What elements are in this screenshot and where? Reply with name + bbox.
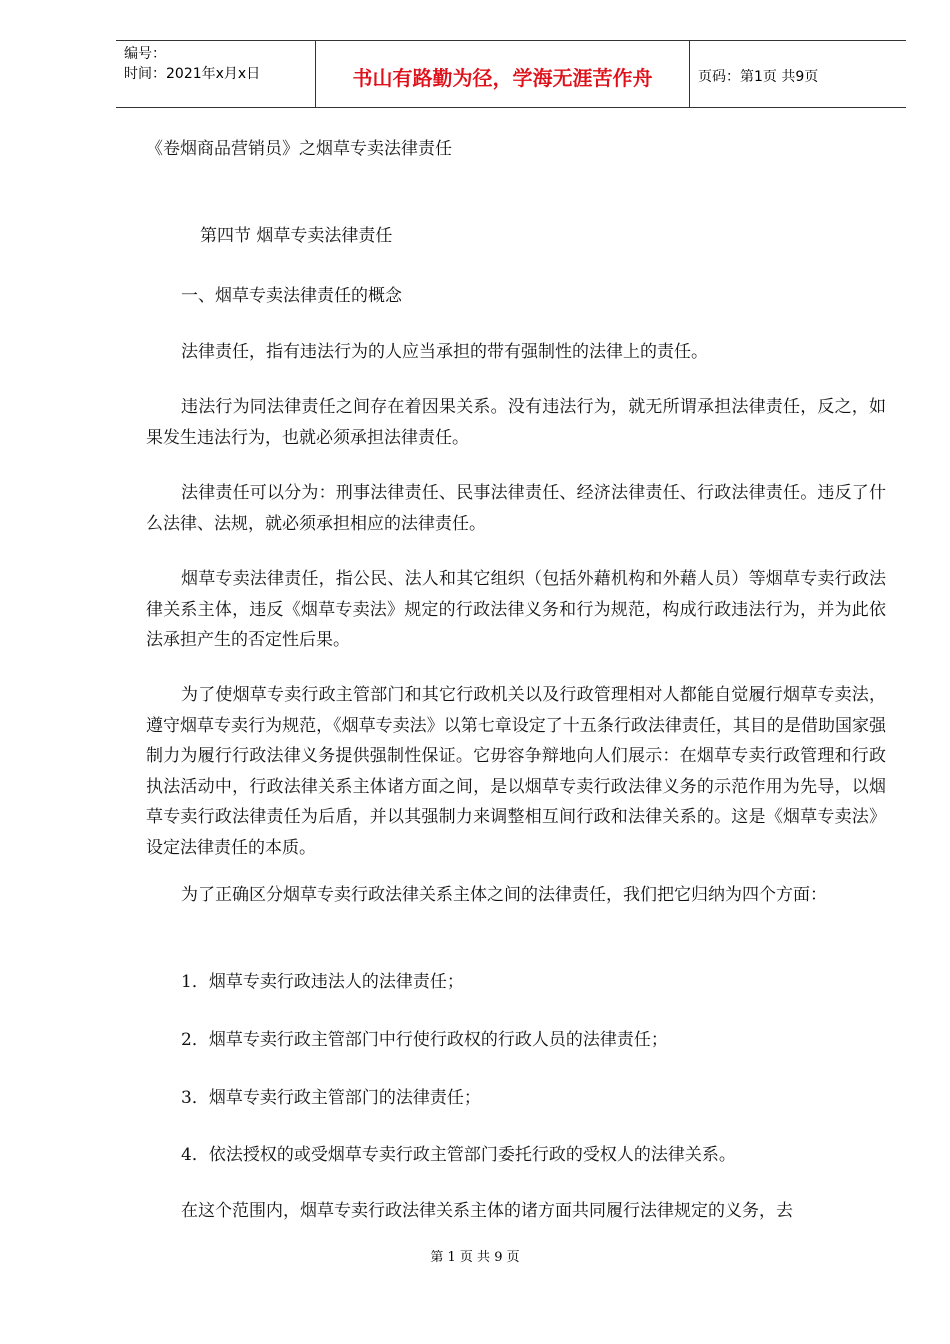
header-table [116,40,906,108]
subsection-title: 一、烟草专卖法律责任的概念 [181,286,402,306]
list-item: 4．依法授权的或受烟草专卖行政主管部门委托行政的受权人的法律关系。 [181,1145,736,1165]
number-label: 编号： [124,46,166,62]
header-meta-cell [116,41,316,107]
header-page-code: 页码：第1页 共9页 [698,69,819,85]
list-item: 1．烟草专卖行政违法人的法律责任； [181,972,464,992]
list-item: 2．烟草专卖行政主管部门中行使行政权的行政人员的法律责任； [181,1030,668,1050]
section-title: 第四节 烟草专卖法律责任 [200,226,393,246]
paragraph: 法律责任可以分为：刑事法律责任、民事法律责任、经济法律责任、行政法律责任。违反了什么法律、法规，就必须承担相应的法律责任。 [146,483,886,534]
document-title: 《卷烟商品营销员》之烟草专卖法律责任 [146,139,452,159]
paragraph: 违法行为同法律责任之间存在着因果关系。没有违法行为，就无所谓承担法律责任，反之，如果发生违法行为，也就必须承担法律责任。 [146,397,886,448]
paragraph: 为了正确区分烟草专卖行政法律关系主体之间的法律责任，我们把它归纳为四个方面： [181,885,827,905]
header-motto: 书山有路勤为径，学海无涯苦作舟 [316,41,690,107]
page-footer: 第 1 页 共 9 页 [430,1250,520,1265]
time-label: 时间：2021年x月x日 [124,66,261,82]
paragraph: 烟草专卖法律责任，指公民、法人和其它组织（包括外藉机构和外藉人员）等烟草专卖行政法律关系主体，违反《烟草专卖法》规定的行政法律义务和行为规范，构成行政违法行为，并为此依法承担产生的否定性后果。 [146,569,886,650]
paragraph: 法律责任，指有违法行为的人应当承担的带有强制性的法律上的责任。 [181,342,708,362]
paragraph: 为了使烟草专卖行政主管部门和其它行政机关以及行政管理相对人都能自觉履行烟草专卖法，遵守烟草专卖行为规范，《烟草专卖法》以第七章设定了十五条行政法律责任，其目的是借助国家强制力为履行行政法律义务提供强制性保证。它毋容争辩地向人们展示：在烟草专卖行政管理和行政执法活动中，行政法律关系主体诸方面之间，是以烟草专卖行政法律义务的示范作用为先导，以烟草专卖行政法律责任为后盾，并以其强制力来调整相互间行政和法律关系的。这是《烟草专卖法》设定法律责任的本质。 [146,685,886,858]
paragraph: 在这个范围内，烟草专卖行政法律关系主体的诸方面共同履行法律规定的义务，去 [181,1201,793,1221]
list-item: 3．烟草专卖行政主管部门的法律责任； [181,1088,481,1108]
